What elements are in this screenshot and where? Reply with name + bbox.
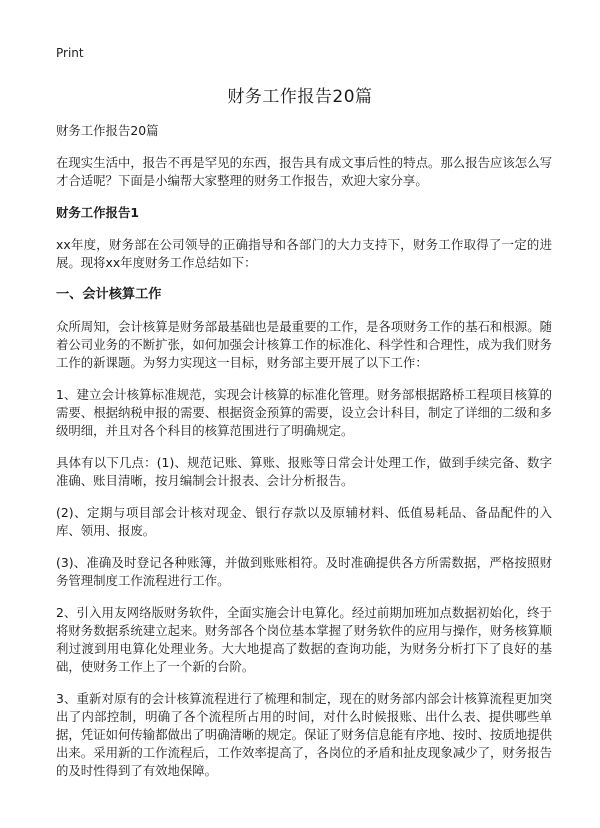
body-paragraph: 3、重新对原有的会计核算流程进行了梳理和制定，现在的财务部内部会计核算流程更加突出了内部控制，明确了各个流程所占用的时间，对什么时候报账、出什么表、提供哪些单据，凭证如何传输都做出了明确清晰的规定。保证了财务信息能有序地、按时、按质地提供出来。采用新的工作流程后，工作效率提高了，各岗位的矛盾和扯皮现象减少了，财务报告的及时性得到了有效地保障。 (56, 691, 552, 778)
section-heading: 一、会计核算工作 (56, 287, 162, 302)
body-paragraph: 2、引入用友网络版财务软件，全面实施会计电算化。经过前期加班加点数据初始化，终于将财务数据系统建立起来。财务部各个岗位基本掌握了财务软件的应用与操作，财务核算顺利过渡到用电算化处理业务。大大地提高了数据的查询功能，为财务分析打下了良好的基础，使财务工作上了一个新的台阶。 (56, 605, 552, 674)
report-heading: 财务工作报告1 (56, 205, 139, 220)
body-paragraph: 具体有以下几点：(1)、规范记账、算账、报账等日常会计处理工作，做到手续完备、数字准确、账目清晰，按月编制会计报表、会计分析报告。 (56, 455, 552, 488)
body-paragraph: (3)、准确及时登记各种账簿，并做到账账相符。及时准确提供各方所需数据，严格按照财务管理制度工作流程进行工作。 (56, 555, 552, 588)
opening-paragraph: xx年度，财务部在公司领导的正确指导和各部门的大力支持下，财务工作取得了一定的进展。现将xx年度财务工作总结如下： (56, 237, 552, 270)
body-paragraph: (2)、定期与项目部会计核对现金、银行存款以及原辅材料、低值易耗品、备品配件的入库、领用、报废。 (56, 505, 552, 538)
print-link[interactable]: Print (56, 46, 84, 60)
body-paragraph: 1、建立会计核算标准规范，实现会计核算的标准化管理。财务部根据路桥工程项目核算的需要、根据纳税申报的需要、根据资金预算的需要，设立会计科目，制定了详细的二级和多级明细，并且对各个科目的核算范围进行了明确规定。 (56, 387, 552, 438)
document-body (56, 122, 552, 794)
document-subtitle: 财务工作报告20篇 (56, 123, 159, 138)
intro-paragraph: 在现实生活中，报告不再是罕见的东西，报告具有成文事后性的特点。那么报告应该怎么写才合适呢？下面是小编帮大家整理的财务工作报告，欢迎大家分享。 (56, 155, 552, 188)
page-title: 财务工作报告20篇 (227, 87, 373, 107)
body-paragraph: 众所周知，会计核算是财务部最基础也是最重要的工作，是各项财务工作的基石和根源。随着公司业务的不断扩张，如何加强会计核算工作的标准化、科学性和合理性，成为我们财务工作的新课题。为努力实现这一目标，财务部主要开展了以下工作： (56, 319, 552, 370)
